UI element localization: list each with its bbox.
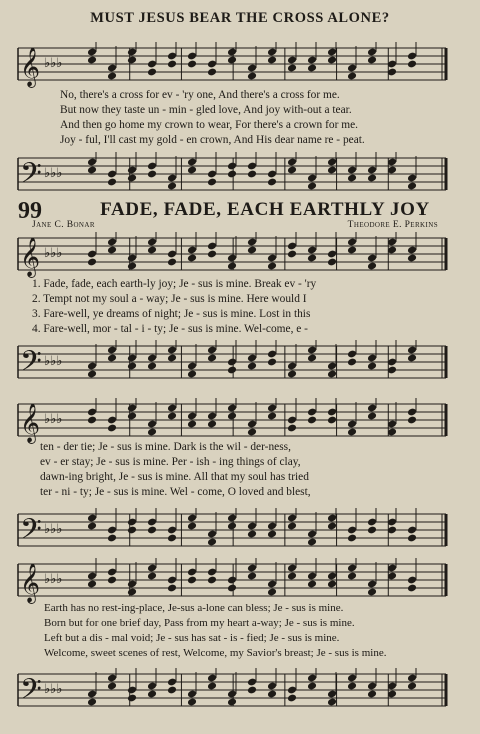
top-lyric-line-1: No, there's a cross for ev - 'ry one, And there's a cross for me. [60,89,340,101]
note-head [267,690,277,699]
note-head [127,56,137,65]
note-head [287,694,297,703]
note-head [347,358,357,367]
note-head [287,64,297,73]
note-head [367,690,377,699]
note-head [247,572,257,581]
bass-clef-icon: 𝄢 [20,345,42,385]
system3-bass-staff [0,668,480,714]
note-head [107,72,117,81]
note-head [287,250,297,259]
note-head [87,166,97,175]
treble-clef-icon: 𝄞 [20,563,41,603]
note-head [167,686,177,695]
note-head [207,682,217,691]
note-head [207,178,217,187]
composer-credit: Theodore E. Perkins [347,220,438,230]
note-head [167,182,177,191]
note-head [307,354,317,363]
note-head [347,682,357,691]
note-head [287,166,297,175]
note-head [187,522,197,531]
note-head [107,534,117,543]
note-head [207,354,217,363]
key-signature-flats: ♭♭♭ [44,246,63,261]
note-head [247,428,257,437]
note-head [127,526,137,535]
system2-lyric-3: dawn-ing bright, Je - sus is mine. All that my soul has tried [40,471,309,483]
note-head [307,182,317,191]
note-head [107,424,117,433]
note-head [127,362,137,371]
note-head [267,56,277,65]
note-head [107,576,117,585]
note-head [267,588,277,597]
note-head [227,170,237,179]
key-signature-flats: ♭♭♭ [44,682,63,697]
hymn-title: FADE, FADE, EACH EARTHLY JOY [100,199,430,220]
system2-treble-staff [0,398,480,444]
note-head [207,576,217,585]
note-head [307,538,317,547]
note-head [147,170,157,179]
top-treble-staff [0,42,480,88]
note-head [87,416,97,425]
note-head [187,60,197,69]
key-signature-flats: ♭♭♭ [44,522,63,537]
top-lyric-line-3: And then go home my crown to wear, For there's a crown for me. [60,119,358,131]
treble-clef-icon: 𝄞 [20,403,41,443]
note-head [227,412,237,421]
hymn-number: 99 [18,198,42,224]
note-head [327,580,337,589]
note-head [87,258,97,267]
note-head [407,416,417,425]
system3-lyric-1: Earth has no rest-ing-place, Je-sus a-lone can bless; Je - sus is mine. [44,602,344,614]
note-head [227,698,237,707]
note-head [147,246,157,255]
note-head [87,56,97,65]
note-head [227,584,237,593]
system1-lyric-2: 2. Tempt not my soul a - way; Je - sus is mine. Here would I [32,293,307,305]
key-signature-flats: ♭♭♭ [44,412,63,427]
key-signature-flats: ♭♭♭ [44,572,63,587]
note-head [207,68,217,77]
system1-bass-staff [0,340,480,386]
note-head [207,538,217,547]
note-head [367,174,377,183]
note-head [167,354,177,363]
note-head [287,424,297,433]
note-head [207,250,217,259]
lyricist-credit: Jane C. Bonar [32,220,95,230]
key-signature-flats: ♭♭♭ [44,56,63,71]
system3-treble-staff [0,558,480,604]
note-head [367,526,377,535]
note-head [267,262,277,271]
note-head [107,354,117,363]
note-head [347,428,357,437]
system2-lyric-4: ter - ni - ty; Je - sus is mine. Wel - come, O loved and blest, [40,486,311,498]
key-signature-flats: ♭♭♭ [44,166,63,181]
bass-clef-icon: 𝄢 [20,157,42,197]
note-head [127,262,137,271]
top-lyric-line-2: But now they taste un - min - gled love, And joy with-out a tear. [60,104,352,116]
note-head [87,580,97,589]
system1-treble-staff [0,232,480,278]
system3-lyric-2: Born but for one brief day, Pass from my heart a-way; Je - sus is mine. [44,617,355,629]
note-head [307,64,317,73]
note-head [407,354,417,363]
note-head [327,416,337,425]
note-head [127,174,137,183]
note-head [147,690,157,699]
note-head [247,170,257,179]
system3-lyric-3: Left but a dis - mal void; Je - sus has sat - is - fied; Je - sus is mine. [44,632,340,644]
note-head [327,166,337,175]
note-head [167,412,177,421]
top-lyric-line-4: Joy - ful, I'll cast my gold - en crown, And His dear name re - peat. [60,134,365,146]
note-head [227,262,237,271]
note-head [347,534,357,543]
note-head [107,246,117,255]
top-bass-staff [0,152,480,198]
note-head [267,358,277,367]
note-head [407,682,417,691]
note-head [267,530,277,539]
note-head [247,72,257,81]
note-head [407,584,417,593]
note-head [407,182,417,191]
note-head [127,694,137,703]
system1-lyric-3: 3. Fare-well, ye dreams of night; Je - sus is mine. Lost in this [32,308,311,320]
note-head [227,522,237,531]
bass-clef-icon: 𝄢 [20,673,42,713]
note-head [407,60,417,69]
note-head [287,522,297,531]
system1-lyric-1: 1. Fade, fade, each earth-ly joy; Je - sus is mine. Break ev - 'ry [32,278,317,290]
note-head [167,584,177,593]
note-head [307,580,317,589]
note-head [247,246,257,255]
note-head [247,362,257,371]
note-head [367,56,377,65]
note-head [327,56,337,65]
note-head [127,588,137,597]
system1-lyric-4: 4. Fare-well, mor - tal - i - ty; Je - sus is mine. Wel-come, e - [32,323,308,335]
note-head [367,362,377,371]
note-head [147,572,157,581]
note-head [287,370,297,379]
note-head [147,428,157,437]
note-head [187,370,197,379]
note-head [367,412,377,421]
note-head [207,420,217,429]
note-head [307,682,317,691]
note-head [247,686,257,695]
system3-lyric-4: Welcome, sweet scenes of rest, Welcome, my Savior's breast; Je - sus is mine. [44,647,387,659]
note-head [187,254,197,263]
note-head [187,420,197,429]
note-head [107,682,117,691]
note-head [327,522,337,531]
system2-lyric-2: ev - er stay; Je - sus is mine. Per - ish - ing things of clay, [40,456,301,468]
note-head [327,258,337,267]
note-head [87,370,97,379]
top-hymn-title: MUST JESUS BEAR THE CROSS ALONE? [90,10,390,26]
note-head [307,416,317,425]
note-head [267,412,277,421]
note-head [127,412,137,421]
note-head [247,530,257,539]
note-head [187,698,197,707]
note-head [167,60,177,69]
note-head [147,68,157,77]
note-head [87,522,97,531]
note-head [107,178,117,187]
note-head [327,698,337,707]
note-head [227,366,237,375]
note-head [167,258,177,267]
note-head [347,572,357,581]
note-head [187,576,197,585]
note-head [367,262,377,271]
treble-clef-icon: 𝄞 [20,47,41,87]
treble-clef-icon: 𝄞 [20,237,41,277]
note-head [407,254,417,263]
note-head [347,246,357,255]
note-head [267,178,277,187]
note-head [327,370,337,379]
key-signature-flats: ♭♭♭ [44,354,63,369]
note-head [147,526,157,535]
note-head [147,362,157,371]
note-head [347,72,357,81]
system2-lyric-1: ten - der tie; Je - sus is mine. Dark is the wil - der-ness, [40,441,291,453]
note-head [307,254,317,263]
note-head [407,534,417,543]
note-head [367,588,377,597]
bass-clef-icon: 𝄢 [20,513,42,553]
note-head [227,56,237,65]
note-head [287,572,297,581]
note-head [187,166,197,175]
note-head [87,698,97,707]
note-head [347,174,357,183]
system2-bass-staff [0,508,480,554]
note-head [167,534,177,543]
